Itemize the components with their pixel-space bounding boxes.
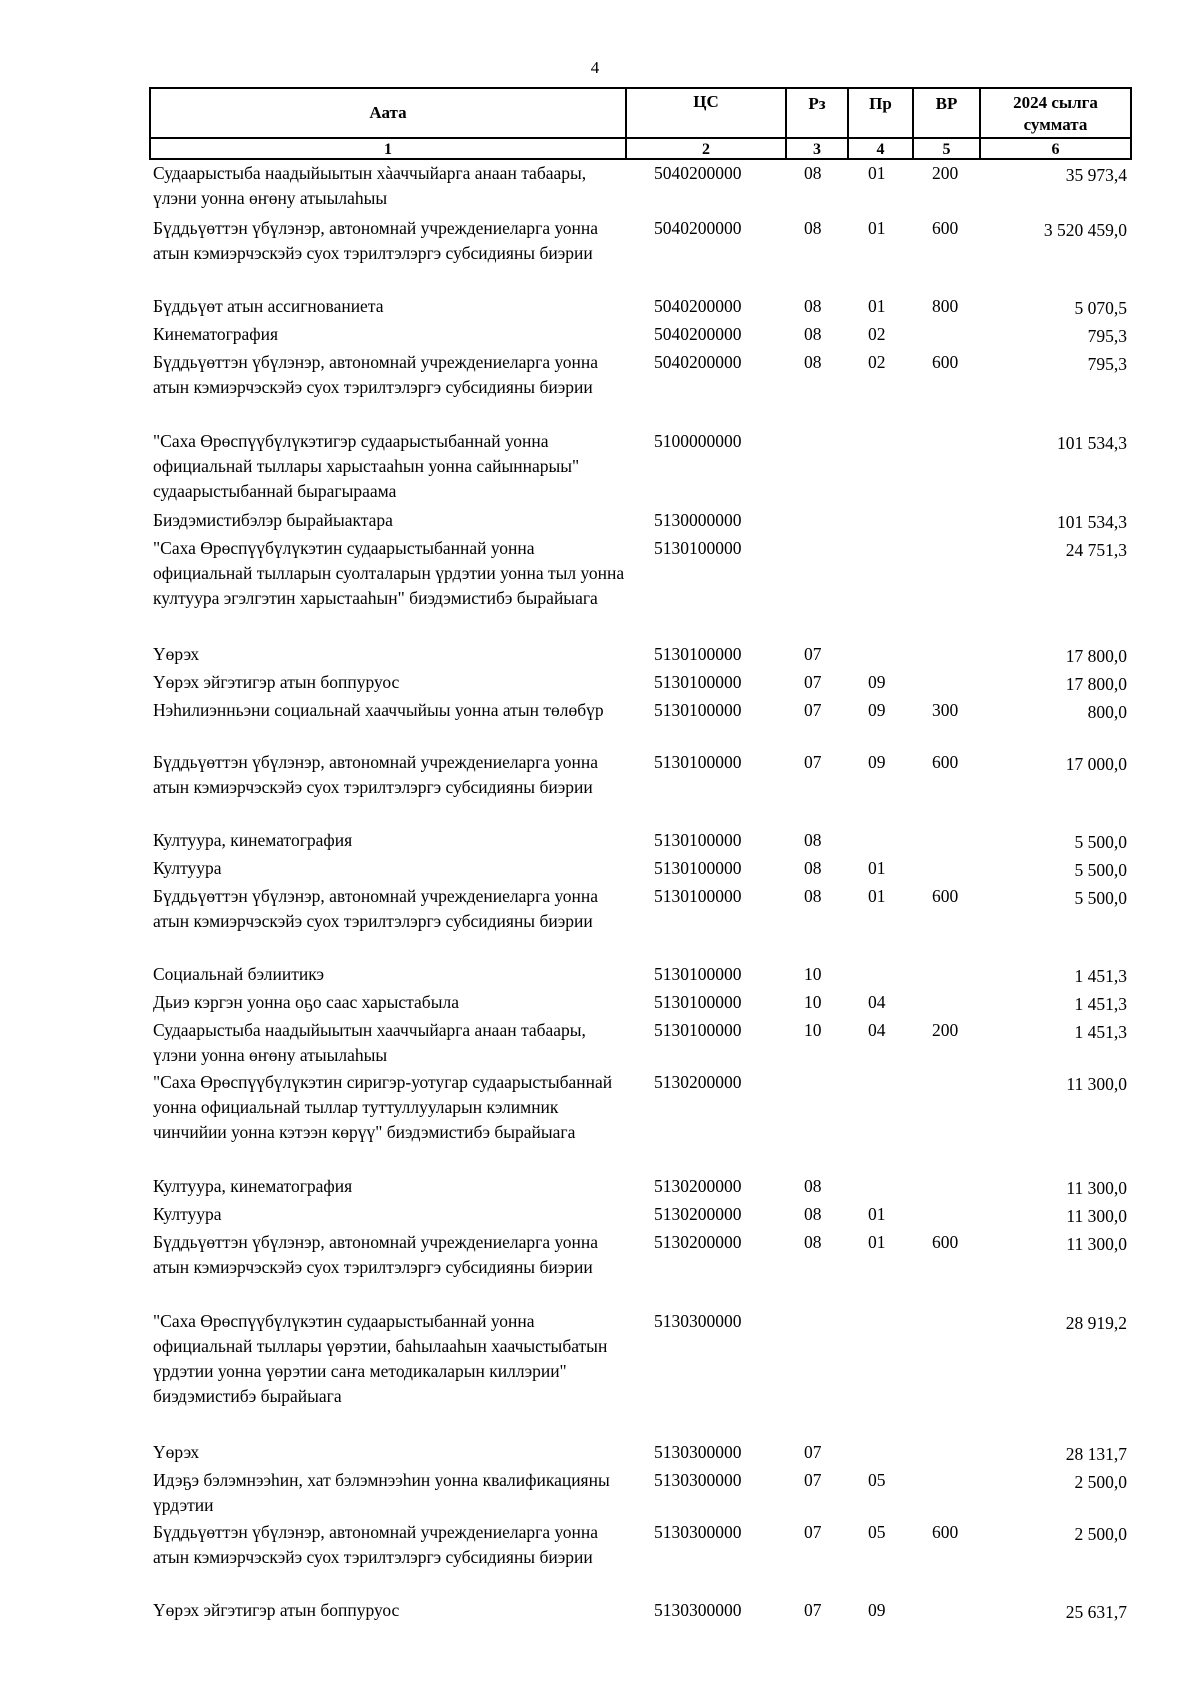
cell-rz: 08	[804, 1204, 822, 1224]
cell-cs: 5130100000	[654, 858, 742, 878]
cell-sum: 24 751,3	[1065, 540, 1127, 560]
cell-cs: 5130000000	[654, 510, 742, 530]
cell-name: "Саха Өрөспүүбүлүкэтин судаарыстыбаннай уонна официальнай тыллары үөрэтии, баһылааһын хаачыстыбатын үрдэтии уонна үөрэтии саҥа методикаларын киллэрии" биэдэмистибэ бырайыага	[153, 1311, 608, 1406]
cell-rz: 07	[804, 1442, 822, 1462]
cell-pr: 02	[868, 324, 886, 344]
cell-pr: 01	[868, 1232, 886, 1252]
cell-cs: 5040200000	[654, 163, 742, 183]
cell-vr: 600	[932, 352, 959, 372]
cell-sum: 2 500,0	[1074, 1524, 1127, 1544]
header-cs-num: 2	[702, 141, 710, 158]
cell-vr: 200	[932, 1020, 959, 1040]
cell-pr: 09	[868, 672, 886, 692]
cell-cs: 5040200000	[654, 218, 742, 238]
cell-cs: 5130100000	[654, 992, 742, 1012]
cell-name: "Саха Өрөспүүбүлүкэтигэр судаарыстыбаннай уонна официальнай тыллары харыстааһын уонна сайыннарыы" судаарыстыбаннай бырагыраама	[153, 431, 580, 501]
cell-sum: 795,3	[1087, 326, 1127, 346]
cell-cs: 5130300000	[654, 1470, 742, 1490]
cell-sum: 5 070,5	[1074, 298, 1127, 318]
cell-cs: 5100000000	[654, 431, 742, 451]
cell-sum: 1 451,3	[1074, 1022, 1127, 1042]
cell-name: Үөрэх	[153, 1442, 200, 1462]
cell-sum: 28 131,7	[1065, 1444, 1127, 1464]
cell-pr: 01	[868, 1204, 886, 1224]
header-rz-num: 3	[813, 141, 821, 158]
cell-sum: 5 500,0	[1074, 860, 1127, 880]
cell-name: Идэҕэ бэлэмнээһин, хат бэлэмнээһин уонна квалификацияны үрдэтии	[153, 1470, 610, 1515]
cell-name: Бүддьүөттэн үбүлэнэр, автономнай учреждениеларга уонна атын кэмиэрчэскэйэ суох тэрилтэлэргэ субсидияны биэрии	[153, 1232, 599, 1277]
cell-name: Нэһилиэнньэни социальнай хааччыйыы уонна атын төлөбүр	[153, 700, 604, 720]
cell-sum: 3 520 459,0	[1043, 220, 1127, 240]
cell-pr: 02	[868, 352, 886, 372]
cell-cs: 5130100000	[654, 752, 742, 772]
cell-pr: 01	[868, 886, 886, 906]
cell-cs: 5130100000	[654, 964, 742, 984]
cell-cs: 5040200000	[654, 324, 742, 344]
cell-rz: 08	[804, 218, 822, 238]
cell-cs: 5130100000	[654, 700, 742, 720]
cell-name: Кинематография	[153, 324, 279, 344]
header-pr-num: 4	[876, 141, 885, 158]
cell-name: Судаарыстыба наадыйыытын хàаччыйарга анаан табаары, үлэни уонна өҥөну атыылаһыы	[153, 163, 587, 208]
cell-sum: 101 534,3	[1057, 433, 1127, 453]
cell-cs: 5130300000	[654, 1522, 742, 1542]
cell-vr: 600	[932, 218, 959, 238]
cell-cs: 5130200000	[654, 1072, 742, 1092]
cell-sum: 1 451,3	[1074, 994, 1127, 1014]
cell-rz: 08	[804, 163, 822, 183]
header-sum-num: 6	[1051, 141, 1060, 158]
cell-pr: 04	[868, 1020, 886, 1040]
cell-pr: 05	[868, 1470, 886, 1490]
header-cs-title: ЦС	[693, 92, 719, 111]
cell-name: Үөрэх эйгэтигэр атын боппуруос	[153, 672, 400, 692]
cell-cs: 5130100000	[654, 1020, 742, 1040]
cell-cs: 5130100000	[654, 672, 742, 692]
cell-sum: 11 300,0	[1066, 1074, 1127, 1094]
cell-sum: 5 500,0	[1074, 832, 1127, 852]
cell-name: Бүддьүөттэн үбүлэнэр, автономнай учреждениеларга уонна атын кэмиэрчэскэйэ суох тэрилтэлэргэ субсидияны биэрии	[153, 752, 599, 797]
cell-sum: 101 534,3	[1057, 512, 1127, 532]
cell-pr: 09	[868, 752, 886, 772]
cell-name: Судаарыстыба наадыйыытын хааччыйарга анаан табаары, үлэни уонна өҥөну атыылаһыы	[153, 1020, 586, 1065]
cell-name: Бүддьүөттэн үбүлэнэр, автономнай учреждениеларга уонна атын кэмиэрчэскэйэ суох тэрилтэлэргэ субсидияны биэрии	[153, 352, 599, 397]
cell-sum: 35 973,4	[1065, 165, 1127, 185]
cell-name: Бүддьүөттэн үбүлэнэр, автономнай учреждениеларга уонна атын кэмиэрчэскэйэ суох тэрилтэлэргэ субсидияны биэрии	[153, 218, 599, 263]
cell-rz: 08	[804, 352, 822, 372]
cell-cs: 5130100000	[654, 830, 742, 850]
cell-cs: 5130300000	[654, 1442, 742, 1462]
cell-cs: 5130200000	[654, 1176, 742, 1196]
cell-sum: 11 300,0	[1066, 1234, 1127, 1254]
cell-pr: 01	[868, 163, 886, 183]
cell-cs: 5040200000	[654, 352, 742, 372]
cell-rz: 08	[804, 324, 822, 344]
cell-rz: 10	[804, 964, 822, 984]
cell-sum: 1 451,3	[1074, 966, 1127, 986]
cell-name: Култуура	[153, 1204, 222, 1224]
cell-cs: 5130100000	[654, 538, 742, 558]
cell-rz: 08	[804, 830, 822, 850]
header-rz-title: Рз	[808, 94, 826, 113]
header-vr-num: 5	[942, 141, 951, 158]
cell-name: Култуура, кинематография	[153, 1176, 353, 1196]
cell-cs: 5130100000	[654, 644, 742, 664]
cell-name: Култуура, кинематография	[153, 830, 353, 850]
cell-name: "Саха Өрөспүүбүлүкэтин сиригэр-уотугар судаарыстыбаннай уонна официальнай тыллар туттуллууларын кэлимник чинчийии уонна кэтээн көрүү" биэдэмистибэ бырайыага	[153, 1072, 613, 1142]
cell-rz: 07	[804, 1522, 822, 1542]
cell-vr: 600	[932, 1232, 959, 1252]
cell-pr: 01	[868, 296, 886, 316]
cell-pr: 04	[868, 992, 886, 1012]
header-name-num: 1	[384, 141, 392, 158]
cell-pr: 01	[868, 218, 886, 238]
cell-vr: 600	[932, 752, 959, 772]
cell-cs: 5130200000	[654, 1232, 742, 1252]
cell-name: Бүддьүөттэн үбүлэнэр, автономнай учреждениеларга уонна атын кэмиэрчэскэйэ суох тэрилтэлэргэ субсидияны биэрии	[153, 886, 599, 931]
cell-rz: 07	[804, 644, 822, 664]
cell-sum: 5 500,0	[1074, 888, 1127, 908]
cell-sum: 800,0	[1087, 702, 1127, 722]
cell-pr: 05	[868, 1522, 886, 1542]
page-number: 4	[590, 58, 600, 77]
cell-pr: 09	[868, 700, 886, 720]
cell-rz: 10	[804, 1020, 822, 1040]
cell-sum: 11 300,0	[1066, 1206, 1127, 1226]
cell-rz: 07	[804, 1470, 822, 1490]
cell-rz: 08	[804, 858, 822, 878]
cell-rz: 08	[804, 296, 822, 316]
cell-vr: 600	[932, 886, 959, 906]
cell-sum: 11 300,0	[1066, 1178, 1127, 1198]
header-vr-title: ВР	[935, 94, 958, 113]
cell-cs: 5130300000	[654, 1600, 742, 1620]
cell-rz: 08	[804, 886, 822, 906]
cell-rz: 10	[804, 992, 822, 1012]
cell-name: Култуура	[153, 858, 222, 878]
cell-rz: 07	[804, 752, 822, 772]
cell-name: Үөрэх эйгэтигэр атын боппуруос	[153, 1600, 400, 1620]
header-name-title: Аата	[369, 103, 407, 122]
cell-vr: 200	[932, 163, 959, 183]
cell-rz: 07	[804, 672, 822, 692]
cell-vr: 600	[932, 1522, 959, 1542]
cell-pr: 01	[868, 858, 886, 878]
cell-rz: 08	[804, 1232, 822, 1252]
cell-cs: 5040200000	[654, 296, 742, 316]
cell-name: Бүддьүөт атын ассигнованиета	[153, 296, 384, 316]
cell-name: Биэдэмистибэлэр бырайыактара	[153, 510, 393, 530]
cell-rz: 07	[804, 1600, 822, 1620]
cell-rz: 08	[804, 1176, 822, 1196]
cell-cs: 5130200000	[654, 1204, 742, 1224]
cell-sum: 17 800,0	[1065, 646, 1127, 666]
cell-name: Дьиэ кэргэн уонна оҕо саас харыстабыла	[153, 992, 459, 1012]
cell-cs: 5130100000	[654, 886, 742, 906]
cell-cs: 5130300000	[654, 1311, 742, 1331]
cell-sum: 28 919,2	[1065, 1313, 1127, 1333]
header-sum-title: 2024 сылга суммата	[1013, 93, 1098, 134]
cell-sum: 795,3	[1087, 354, 1127, 374]
cell-pr: 09	[868, 1600, 886, 1620]
cell-rz: 07	[804, 700, 822, 720]
cell-name: Социальнай бэлиитикэ	[153, 964, 325, 984]
cell-sum: 17 800,0	[1065, 674, 1127, 694]
cell-name: Үөрэх	[153, 644, 200, 664]
cell-name: Бүддьүөттэн үбүлэнэр, автономнай учреждениеларга уонна атын кэмиэрчэскэйэ суох тэрилтэлэргэ субсидияны биэрии	[153, 1522, 599, 1567]
cell-sum: 17 000,0	[1065, 754, 1127, 774]
cell-vr: 300	[932, 700, 959, 720]
header-pr-title: Пр	[869, 94, 892, 113]
cell-sum: 2 500,0	[1074, 1472, 1127, 1492]
cell-vr: 800	[932, 296, 959, 316]
cell-name: "Саха Өрөспүүбүлүкэтин судаарыстыбаннай уонна официальнай тылларын суолталарын үрдэтии уонна тыл уонна култуура эгэлгэтин харыстааһын" биэдэмистибэ бырайыага	[153, 538, 625, 608]
cell-sum: 25 631,7	[1065, 1602, 1127, 1622]
